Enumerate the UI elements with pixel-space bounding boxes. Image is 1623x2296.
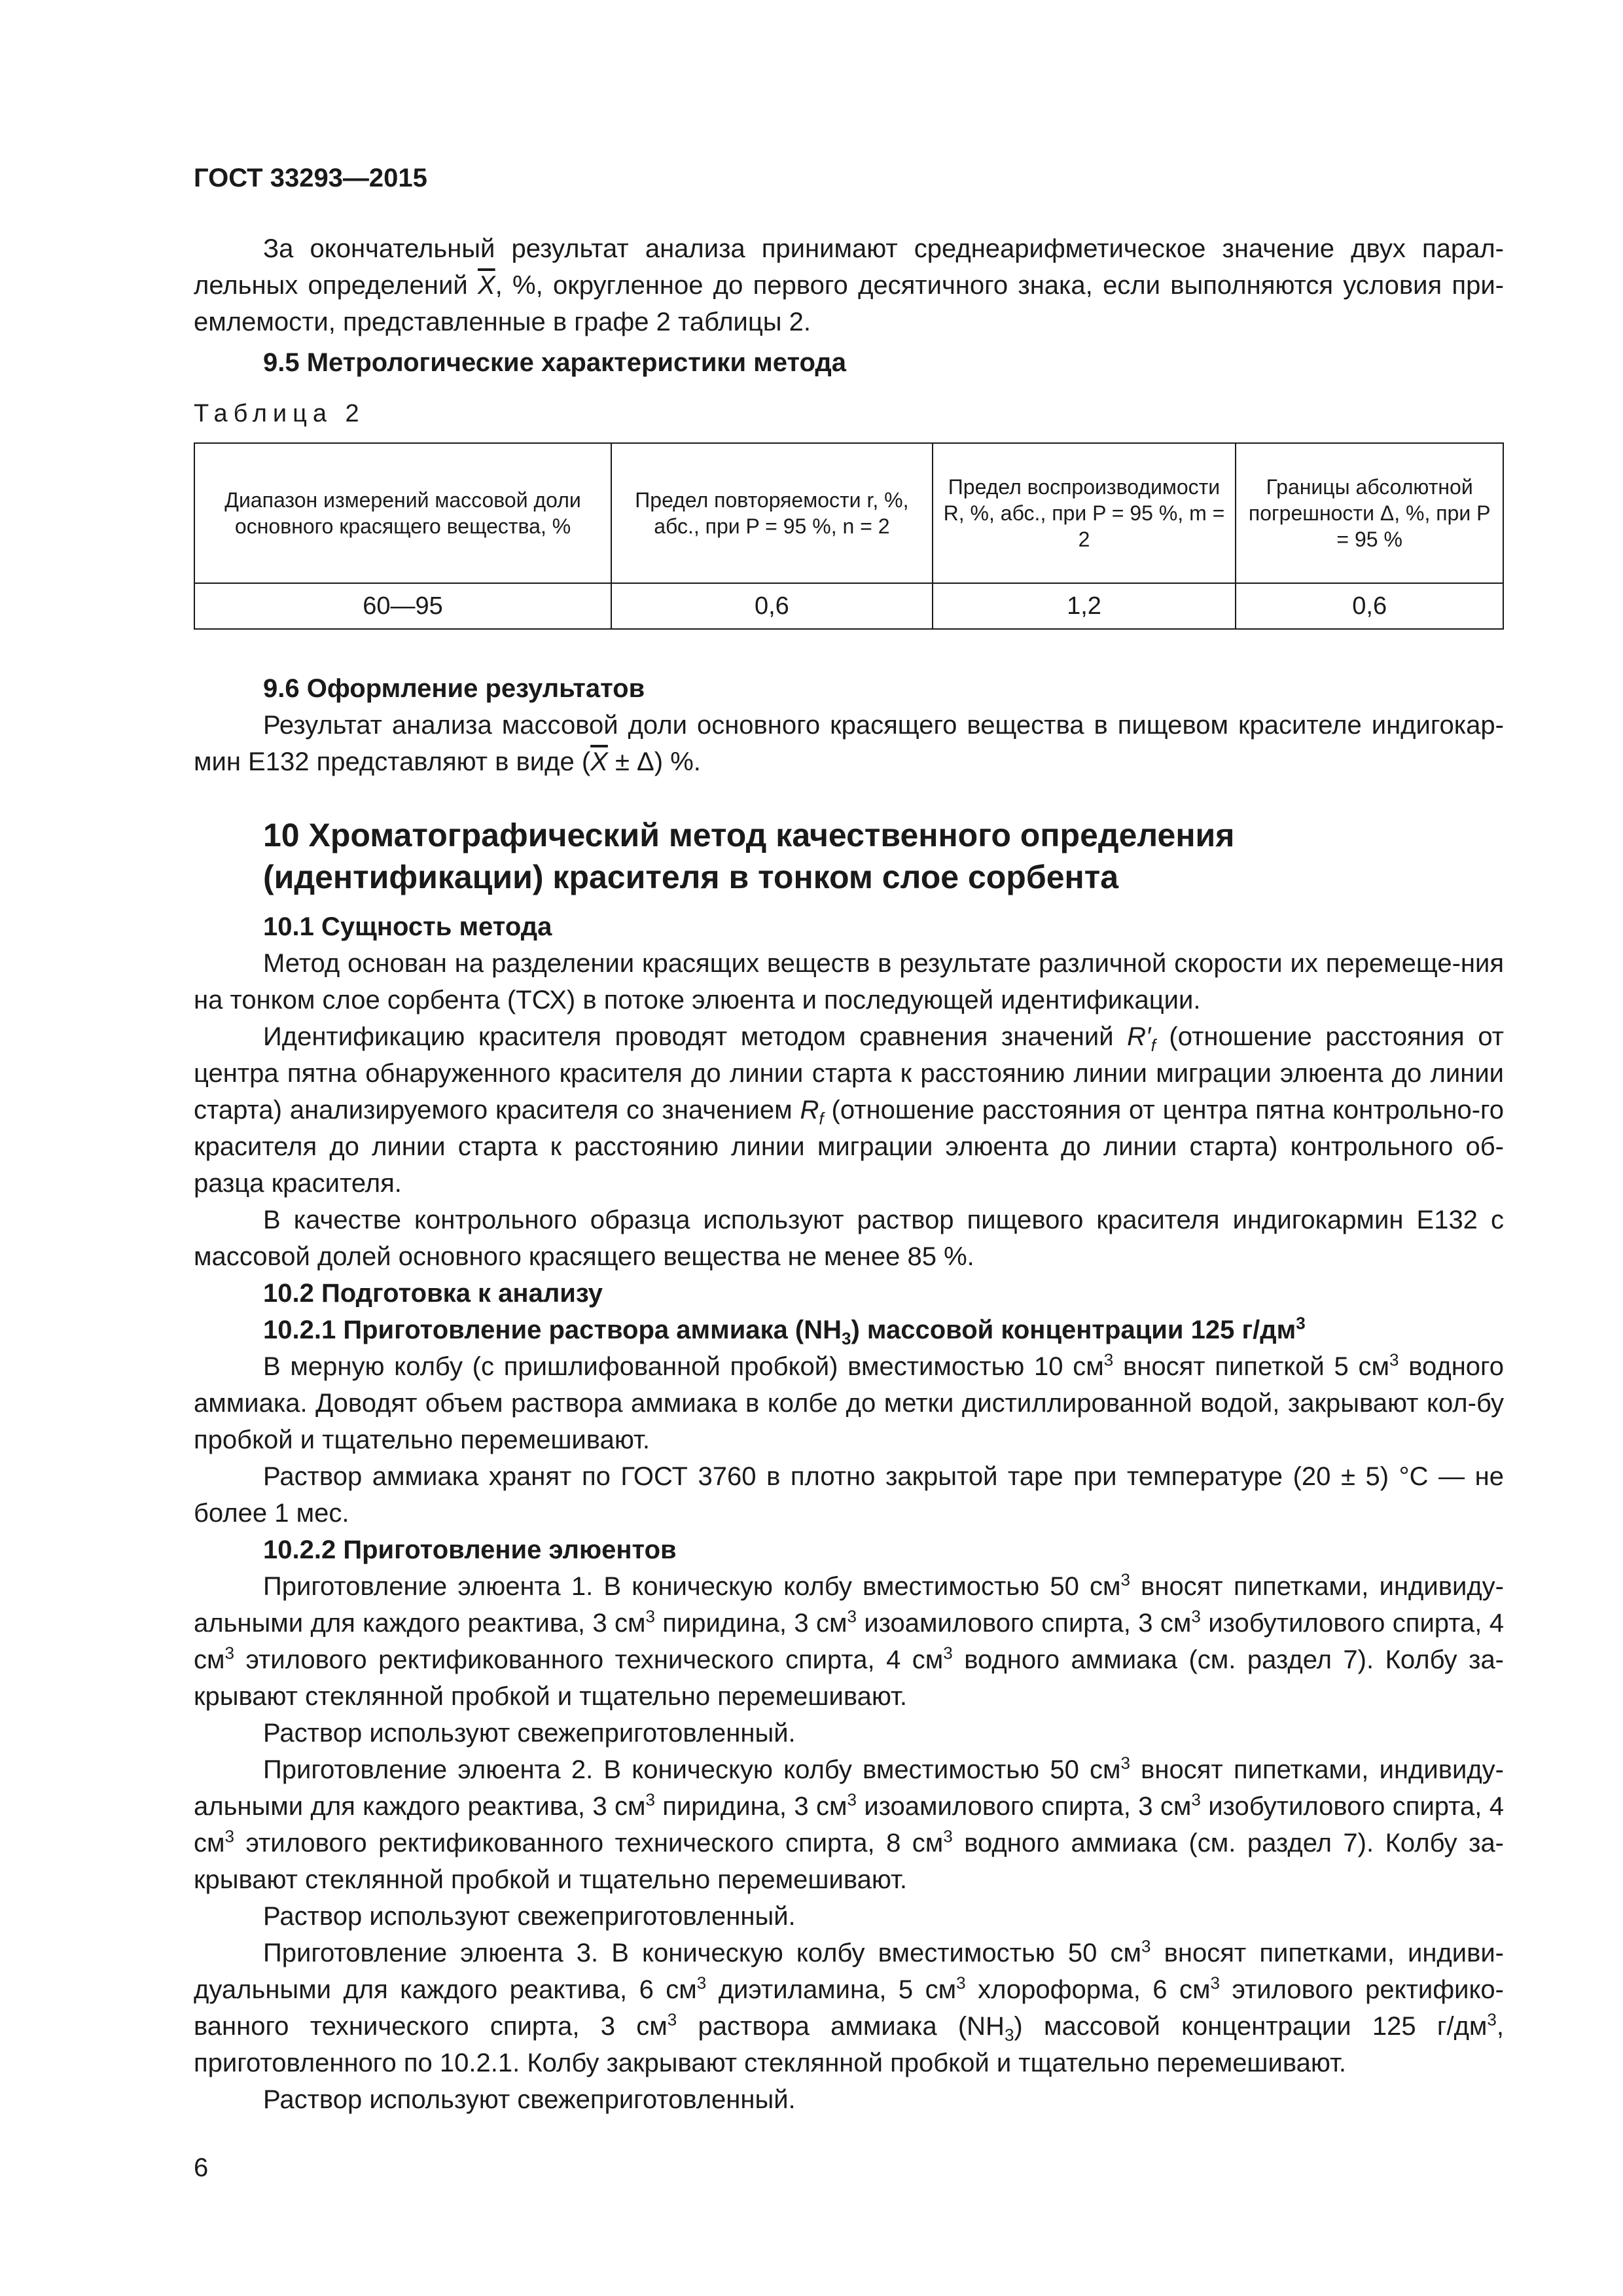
- section-10-title-line-2: (идентификации) красителя в тонком слое сорбента: [263, 859, 1119, 895]
- table-header-cell: Предел повторяемости r, %, абс., при P = 95 %, n = 2: [611, 443, 933, 583]
- section-9-6-title: 9.6 Оформление результатов: [263, 674, 645, 703]
- section-9-5-title: 9.5 Метрологические характеристики метода: [263, 348, 847, 377]
- table-cell: 0,6: [611, 583, 933, 629]
- section-10-2-1-title: 10.2.1 Приготовление раствора аммиака $(NH_3)$ массовой концентрации 125 $г/дм^3$: [263, 1313, 1306, 1348]
- table-2-wrapper: [194, 442, 1504, 630]
- section-10-1-paragraph-3: В качестве контрольного образца используют раствор пищевого красителя индигокармин Е132 с массовой долей основного красящего вещества не менее 85 %.: [194, 1206, 1504, 1271]
- mean-symbol: $\overline{X}$: [590, 747, 608, 776]
- table-cell: 1,2: [933, 583, 1236, 629]
- table-cell: 0,6: [1236, 583, 1503, 629]
- eluent-3-paragraph: Приготовление элюента 3. В коническую колбу вместимостью 50 $см^3$ вносят пипетками, индиви-дуальными для каждого реактива, 6 $см^3$ диэтиламина, 5 $см^3$ хлороформа, 6 $см^3$ этилового ректифико-ванного технического спирта, 3 $см^3$ раствора аммиака $(NH_3)$ массовой концентрации 125 $г/дм^3$, приготовленного по 10.2.1. Колбу закрывают стеклянной пробкой и тщательно перемешивают.: [194, 1936, 1505, 2077]
- section-10-title-line-1: 10 Хроматографический метод качественного определения: [263, 817, 1235, 853]
- document-page: [194, 0, 1504, 2296]
- eluent-1-paragraph: Приготовление элюента 1. В коническую колбу вместимостью 50 $см^3$ вносят пипетками, индивиду-альными для каждого реактива, 3 $см^3$ пиридина, 3 $см^3$ изоамилового спирта, 3 $см^3$ изобутилового спирта, 4 $см^3$ этилового ректификованного технического спирта, 4 $см^3$ водного аммиака (см. раздел 7). Колбу за-крывают стеклянной пробкой и тщательно перемешивают.: [194, 1570, 1505, 1711]
- document-header: ГОСТ 33293—2015: [194, 164, 427, 192]
- table-header-row: [194, 443, 1503, 583]
- section-10-2-1-paragraph-1: В мерную колбу (с пришлифованной пробкой) вместимостью 10 $см^3$ вносят пипеткой 5 $см^3$ водного аммиака. Доводят объем раствора аммиака в колбе до метки дистиллированной водой, закрывают кол-бу пробкой и тщательно перемешивают.: [194, 1350, 1504, 1454]
- content-block-main: [194, 670, 1504, 2118]
- section-10-1-paragraph-1: Метод основан на разделении красящих веществ в результате различной скорости их перемеще-ния на тонком слое сорбента (ТСХ) в потоке элюента и последующей идентификации.: [194, 949, 1504, 1014]
- eluent-2-paragraph: Приготовление элюента 2. В коническую колбу вместимостью 50 $см^3$ вносят пипетками, индивиду-альными для каждого реактива, 3 $см^3$ пиридина, 3 $см^3$ изоамилового спирта, 3 $см^3$ изобутилового спирта, 4 $см^3$ этилового ректификованного технического спирта, 8 $см^3$ водного аммиака (см. раздел 7). Колбу за-крывают стеклянной пробкой и тщательно перемешивают.: [194, 1753, 1505, 1894]
- section-10-2-1-paragraph-2: Раствор аммиака хранят по ГОСТ 3760 в плотно закрытой таре при температуре (20 ± 5) °С — не более 1 мес.: [194, 1462, 1504, 1528]
- section-10-1-title: 10.1 Сущность метода: [263, 912, 552, 941]
- table-header-cell: Границы абсолютной погрешности Δ, %, при P = 95 %: [1236, 443, 1503, 583]
- table-cell: 60—95: [194, 583, 611, 629]
- fresh-solution-note: Раствор используют свежеприготовленный.: [263, 1719, 796, 1748]
- intro-paragraph: За окончательный результат анализа принимают среднеарифметическое значение двух парал-лельных определений $\overline{X}$, %, округленное до первого десятичного знака, если выполняются условия при-емлемости, представленные в графе 2 таблицы 2.: [194, 234, 1504, 336]
- section-10-2-title: 10.2 Подготовка к анализу: [263, 1279, 603, 1308]
- fresh-solution-note: Раствор используют свежеприготовленный.: [263, 2085, 796, 2114]
- content-block-top: [194, 230, 1504, 381]
- section-10-2-2-title: 10.2.2 Приготовление элюентов: [263, 1535, 677, 1564]
- mean-symbol: $\overline{X}$: [477, 271, 495, 300]
- table-caption: Таблица 2: [194, 400, 365, 427]
- fresh-solution-note: Раствор используют свежеприготовленный.: [263, 1902, 796, 1931]
- table-row: [194, 583, 1503, 629]
- page-number: 6: [194, 2153, 209, 2182]
- section-9-6-paragraph: Результат анализа массовой доли основного красящего вещества в пищевом красителе индигокар-мин Е132 представляют в виде $(\overline{X} \pm \Delta)$ %.: [194, 711, 1504, 776]
- table-header-cell: Предел воспроизводимости R, %, абс., при P = 95 %, m = 2: [933, 443, 1236, 583]
- section-10-1-paragraph-2: Идентификацию красителя проводят методом сравнения значений $R'_f$ (отношение расстояния от центра пятна обнаруженного красителя до линии старта к расстоянию линии миграции элюента до линии старта) анализируемого красителя со значением $R_f$ (отношение расстояния от центра пятна контрольно-го красителя до линии старта к расстоянию линии миграции элюента до линии старта) контрольного об-разца красителя.: [194, 1022, 1505, 1198]
- table-header-cell: Диапазон измерений массовой доли основного красящего вещества, %: [194, 443, 611, 583]
- section-10-heading: [194, 814, 1504, 898]
- table-2: [194, 442, 1504, 630]
